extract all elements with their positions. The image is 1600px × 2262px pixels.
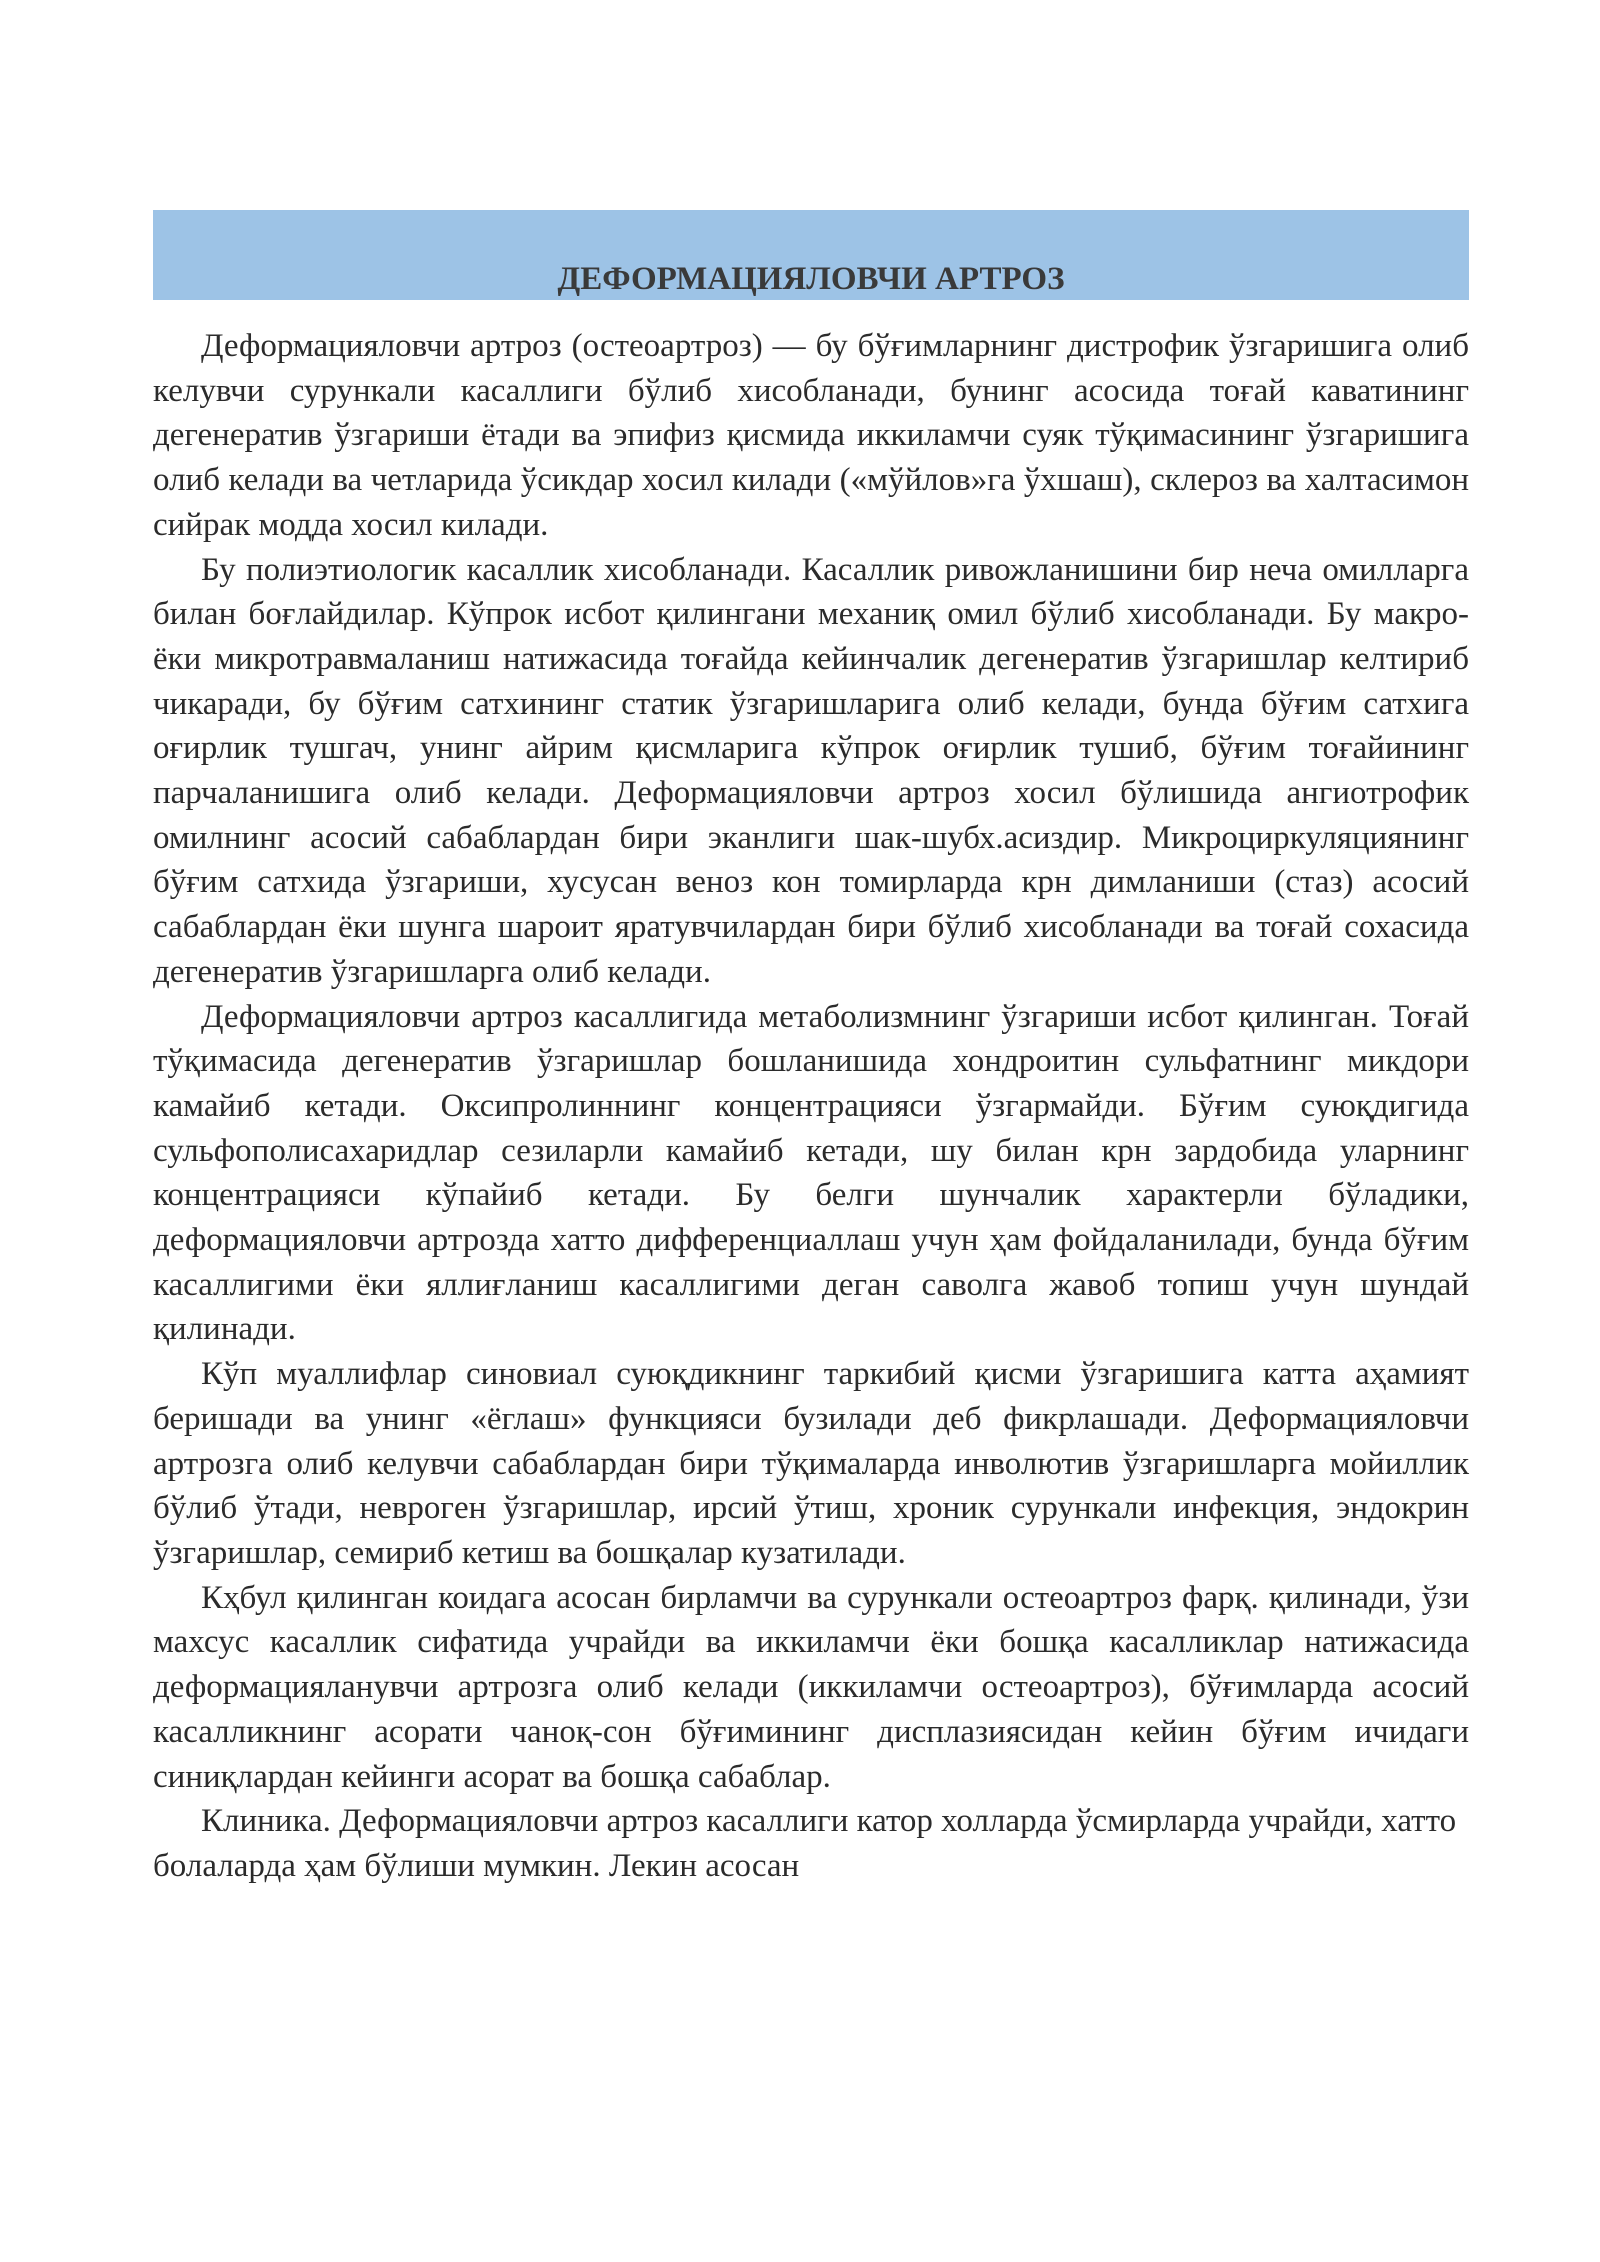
body-text	[153, 324, 1469, 1889]
paragraph: Бу полиэтиологик касаллик хисобланади. Касаллик ривожланишини бир неча омилларга билан боғлайдилар. Кўпрок исбот қилингани механиқ омил бўлиб хисобланади. Бу макро- ёки микротравмаланиш натижасида тоғайда кейинчалик дегенератив ўзгаришлар келтириб чикаради, бу бўғим сатхининг статик ўзгаришларига олиб келади, бунда бўғим сатхига оғирлик тушгач, унинг айрим қисмларига кўпрок оғирлик тушиб, бўғим тоғайининг парчаланишига олиб келади. Деформацияловчи артроз хосил бўлишида ангиотрофик омилнинг асосий сабаблардан бири эканлиги шак-шубх.асиздир. Микроциркуляциянинг бўғим сатхида ўзгариши, хусусан веноз кон томирларда крн димланиши (стаз) асосий сабаблардан ёки шунга шароит яратувчилардан бири бўлиб хисобланади ва тоғай сохасида дегенератив ўзгаришларга олиб келади.	[153, 551, 1469, 990]
paragraph: Кҳбул қилинган коидага асосан бирламчи ва сурункали остеоартроз фарқ. қилинади, ўзи махсус касаллик сифатида учрайди ва иккиламчи ёки бошқа касалликлар натижасида деформацияланувчи артрозга олиб келади (иккиламчи остеоартроз), бўғимларда асосий касалликнинг асорати чаноқ-сон бўғимининг дисплазиясидан кейин бўғим ичидаги синиқлардан кейинги асорат ва бошқа сабаблар.	[153, 1579, 1469, 1795]
paragraph: Клиника. Деформацияловчи артроз касаллиги катор холларда ўсмирларда учрайди, хатто болаларда ҳам бўлиши мумкин. Лекин асосан	[153, 1803, 1457, 1884]
paragraph: Деформацияловчи артроз (остеоартроз) — бу бўғимларнинг дистрофик ўзгаришига олиб келувчи сурункали касаллиги бўлиб хисобланади, бунинг асосида тоғай каватининг дегенератив ўзгариши ётади ва эпифиз қисмида иккиламчи суяк тўқимасининг ўзгаришига олиб келади ва четларида ўсикдар хосил килади («мўйлов»га ўхшаш), склероз ва халтасимон сийрак модда хосил килади.	[153, 328, 1469, 543]
paragraph: Деформацияловчи артроз касаллигида метаболизмнинг ўзгариши исбот қилинган. Тоғай тўқимасида дегенератив ўзгаришлар бошланишида хондроитин сульфатнинг микдори камайиб кетади. Оксипролиннинг концентрацияси ўзгармайди. Бўғим суюқдигида сульфополисахаридлар сезиларли камайиб кетади, шу билан крн зардобида уларнинг концентрацияси кўпайиб кетади. Бу белги шунчалик характерли бўладики, деформацияловчи артрозда хатто дифференциаллаш учун ҳам фойдаланилади, бунда бўғим касаллигими ёки яллиғланиш касаллигими деган саволга жавоб топиш учун шундай қилинади.	[153, 998, 1469, 1348]
paragraph: Кўп муаллифлар синовиал суюқдикнинг таркибий қисми ўзгаришига катта аҳамият беришади ва унинг «ёглаш» функцияси бузилади деб фикрлашади. Деформацияловчи артрозга олиб келувчи сабаблардан бири тўқималарда инволютив ўзгаришларга мойиллик бўлиб ўтади, неврогeн ўзгаришлар, ирсий ўтиш, хроник сурункали инфекция, эндокрин ўзгаришлар, семириб кетиш ва бошқалар кузатилади.	[153, 1356, 1469, 1571]
title-band	[153, 210, 1469, 300]
page	[153, 210, 1469, 1889]
page-title: ДЕФОРМАЦИЯЛОВЧИ АРТРОЗ	[557, 261, 1065, 297]
